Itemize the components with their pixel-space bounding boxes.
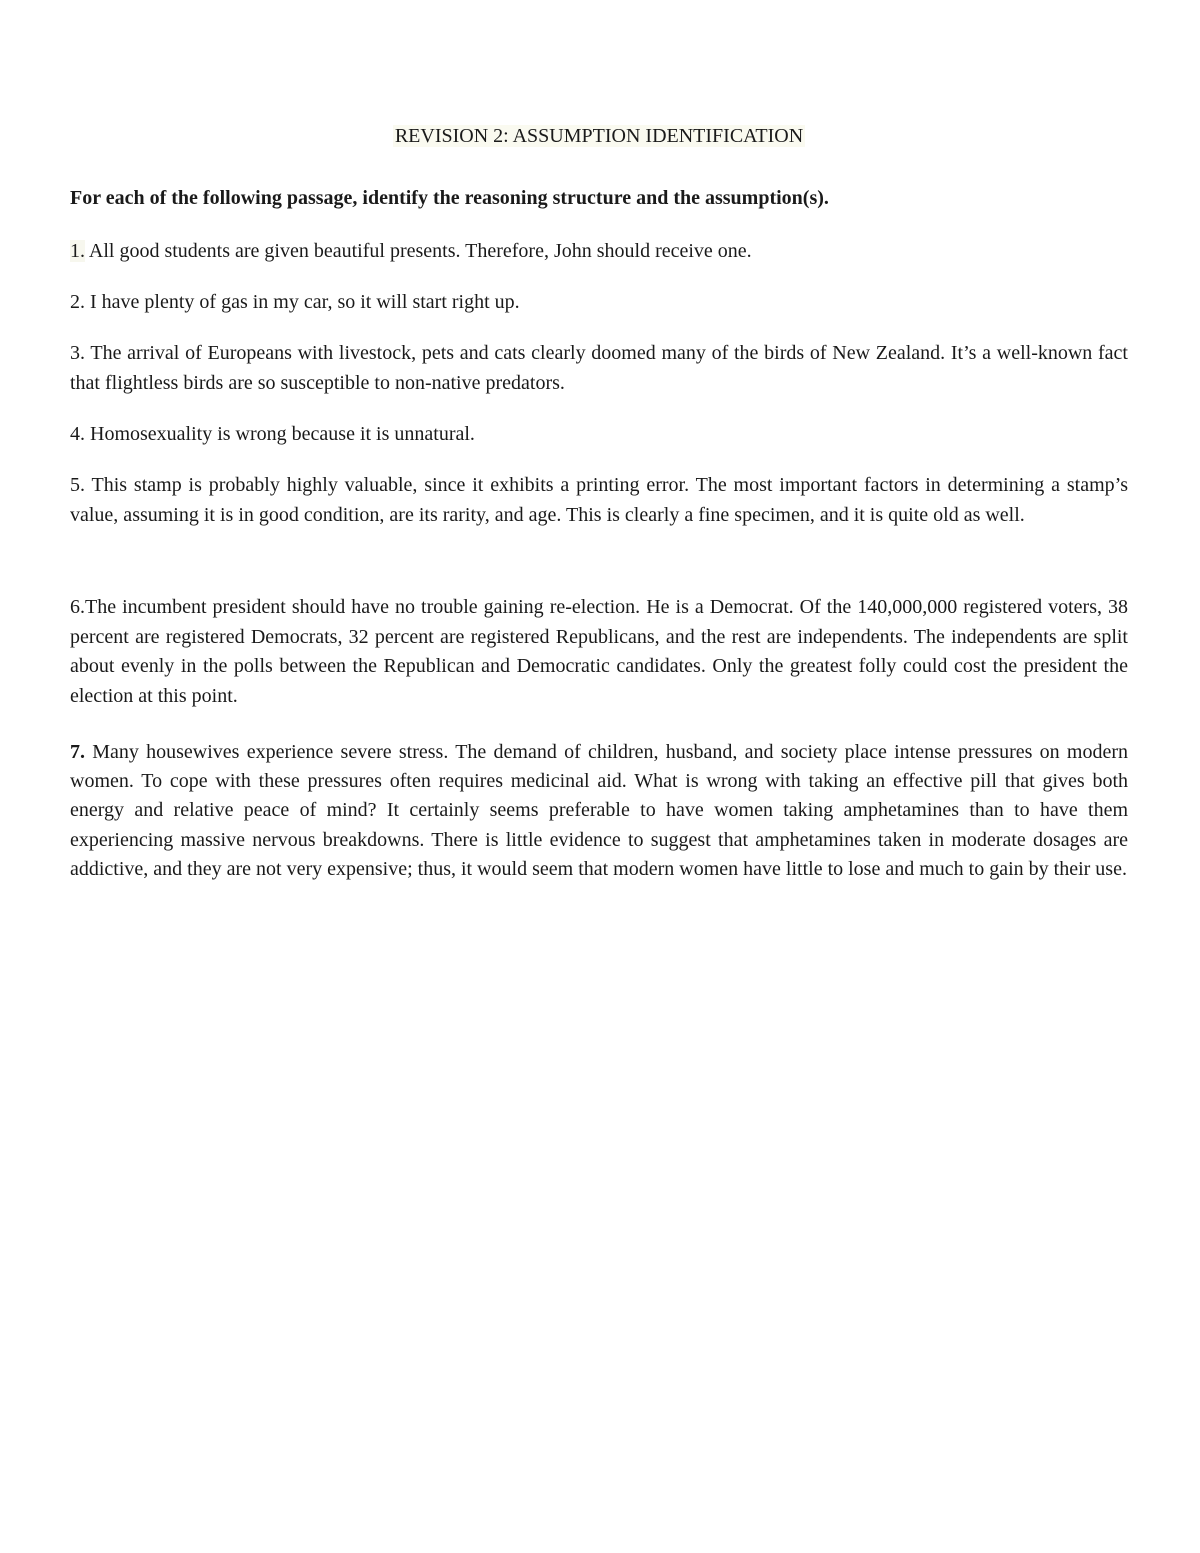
question-5-text: This stamp is probably highly valuable, since it exhibits a printing error. The most important factors in determining a stamp’s value, assuming it is in good condition, are its rarity, and age. This is clearly a fine specimen, and it is quite old as well.: [70, 474, 1128, 526]
question-6-number: 6.: [70, 596, 85, 618]
question-2: [70, 287, 1128, 317]
document-title: [70, 122, 1128, 150]
question-6-text: The incumbent president should have no trouble gaining re-election. He is a Democrat. Of the 140,000,000 registered voters, 38 percent are registered Democrats, 32 percent are registered Republicans, and the rest are independents. The independents are split about evenly in the polls between the Republican and Democratic candidates. Only the greatest folly could cost the president the election at this point.: [70, 596, 1128, 707]
question-4-text: Homosexuality is wrong because it is unnatural.: [85, 423, 475, 445]
question-7-text: Many housewives experience severe stress. The demand of children, husband, and society place intense pressures on modern women. To cope with these pressures often requires medicinal aid. What is wrong with taking an effective pill that gives both energy and relative peace of mind? It certainly seems preferable to have women taking amphetamines than to have them experiencing massive nervous breakdowns. There is little evidence to suggest that amphetamines taken in moderate dosages are addictive, and they are not very expensive; thus, it would seem that modern women have little to lose and much to gain by their use.: [70, 741, 1128, 880]
question-4: [70, 419, 1128, 449]
question-5: [70, 470, 1128, 530]
question-4-number: 4.: [70, 423, 85, 445]
question-3-number: 3.: [70, 342, 85, 364]
question-6: [70, 593, 1128, 711]
question-2-text: I have plenty of gas in my car, so it will start right up.: [85, 291, 520, 313]
question-2-number: 2.: [70, 291, 85, 313]
question-5-number: 5.: [70, 474, 85, 496]
question-3: [70, 338, 1128, 398]
question-1-number: 1.: [70, 240, 85, 262]
question-1-text: All good students are given beautiful presents. Therefore, John should receive one.: [85, 240, 752, 262]
question-1: [70, 236, 1128, 266]
question-7-number: 7.: [70, 741, 85, 763]
instruction-text: For each of the following passage, identify the reasoning structure and the assumption(s).: [70, 187, 829, 209]
question-3-text: The arrival of Europeans with livestock, pets and cats clearly doomed many of the birds of New Zealand. It’s a well-known fact that flightless birds are so susceptible to non-native predators.: [70, 342, 1128, 394]
question-7: [70, 738, 1128, 884]
document-title-text: REVISION 2: ASSUMPTION IDENTIFICATION: [394, 125, 804, 147]
